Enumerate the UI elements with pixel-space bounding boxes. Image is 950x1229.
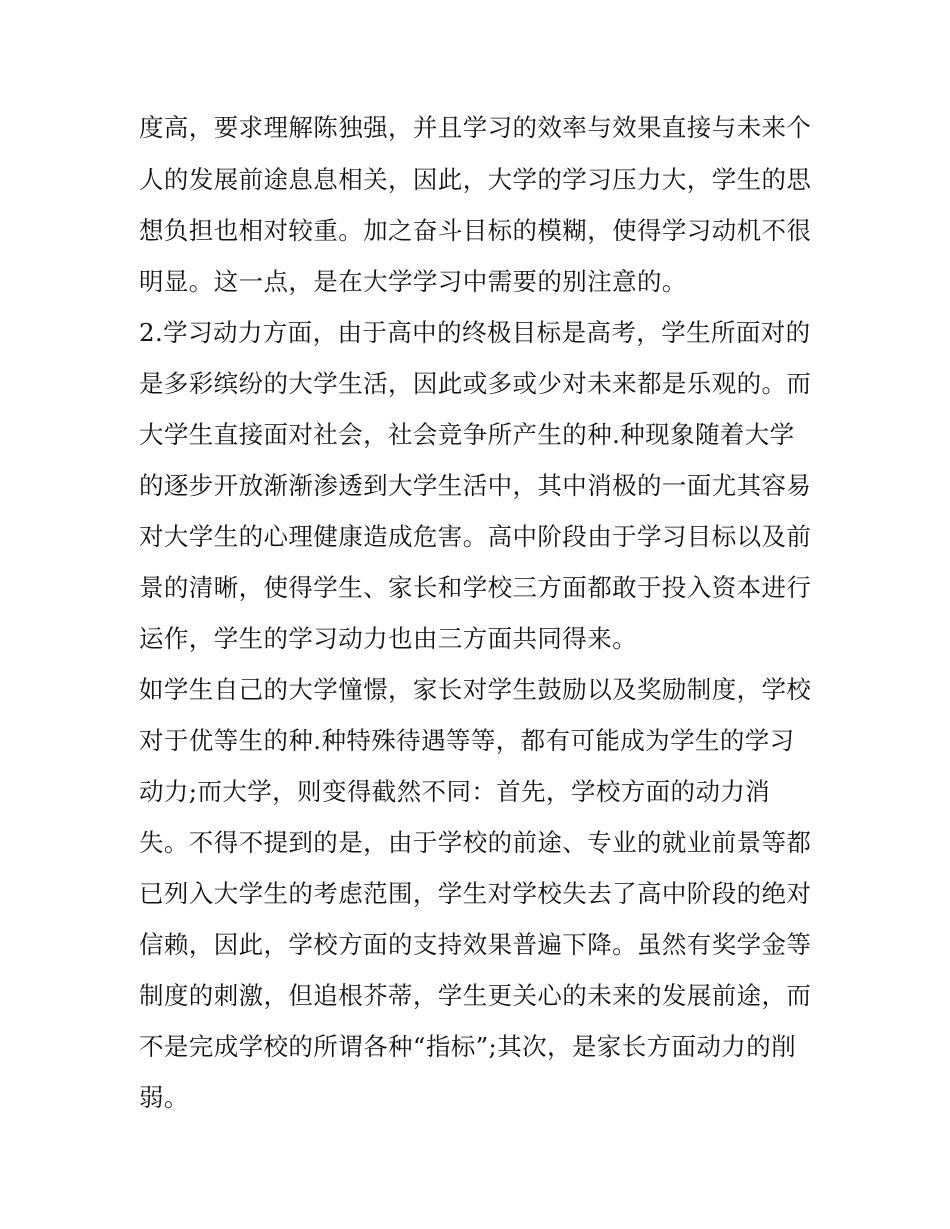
text-line: 想负担也相对较重。加之奋斗目标的模糊，使得学习动机不很 [139, 216, 812, 245]
text-line: 弱。 [139, 1083, 189, 1112]
text-line: 的逐步开放渐渐渗透到大学生活中，其中消极的一面尤其容易 [139, 471, 812, 500]
text-line: 度高，要求理解陈独强，并且学习的效率与效果直接与未来个 [139, 113, 812, 142]
text-line: 对大学生的心理健康造成危害。高中阶段由于学习目标以及前 [139, 522, 812, 551]
text-line: 信赖，因此，学校方面的支持效果普遍下降。虽然有奖学金等 [139, 930, 812, 959]
text-line: 已列入大学生的考虑范围，学生对学校失去了高中阶段的绝对 [139, 879, 812, 908]
text-line: 如学生自己的大学憧憬，家长对学生鼓励以及奖励制度，学校 [139, 675, 812, 704]
text-line: 对于优等生的种.种特殊待遇等等，都有可能成为学生的学习 [139, 726, 795, 755]
text-line: 明显。这一点，是在大学学习中需要的别注意的。 [139, 267, 687, 296]
text-line: 动力;而大学，则变得截然不同：首先，学校方面的动力消 [139, 777, 771, 806]
text-line: 失。不得不提到的是，由于学校的前途、专业的就业前景等都 [139, 828, 812, 857]
text-line: 制度的刺激，但追根芥蒂，学生更关心的未来的发展前途，而 [139, 981, 812, 1010]
text-line: 不是完成学校的所谓各种“指标”;其次，是家长方面动力的削 [139, 1032, 797, 1061]
text-line: 是多彩缤纷的大学生活，因此或多或少对未来都是乐观的。而 [139, 369, 812, 398]
text-line: 景的清晰，使得学生、家长和学校三方面都敢于投入资本进行 [139, 573, 812, 602]
text-line: 运作，学生的学习动力也由三方面共同得来。 [139, 624, 637, 653]
text-line: 大学生直接面对社会，社会竞争所产生的种.种现象随着大学 [139, 420, 795, 449]
text-line: 2.学习动力方面，由于高中的终极目标是高考，学生所面对的 [139, 318, 811, 347]
text-line: 人的发展前途息息相关，因此，大学的学习压力大，学生的思 [139, 165, 812, 194]
